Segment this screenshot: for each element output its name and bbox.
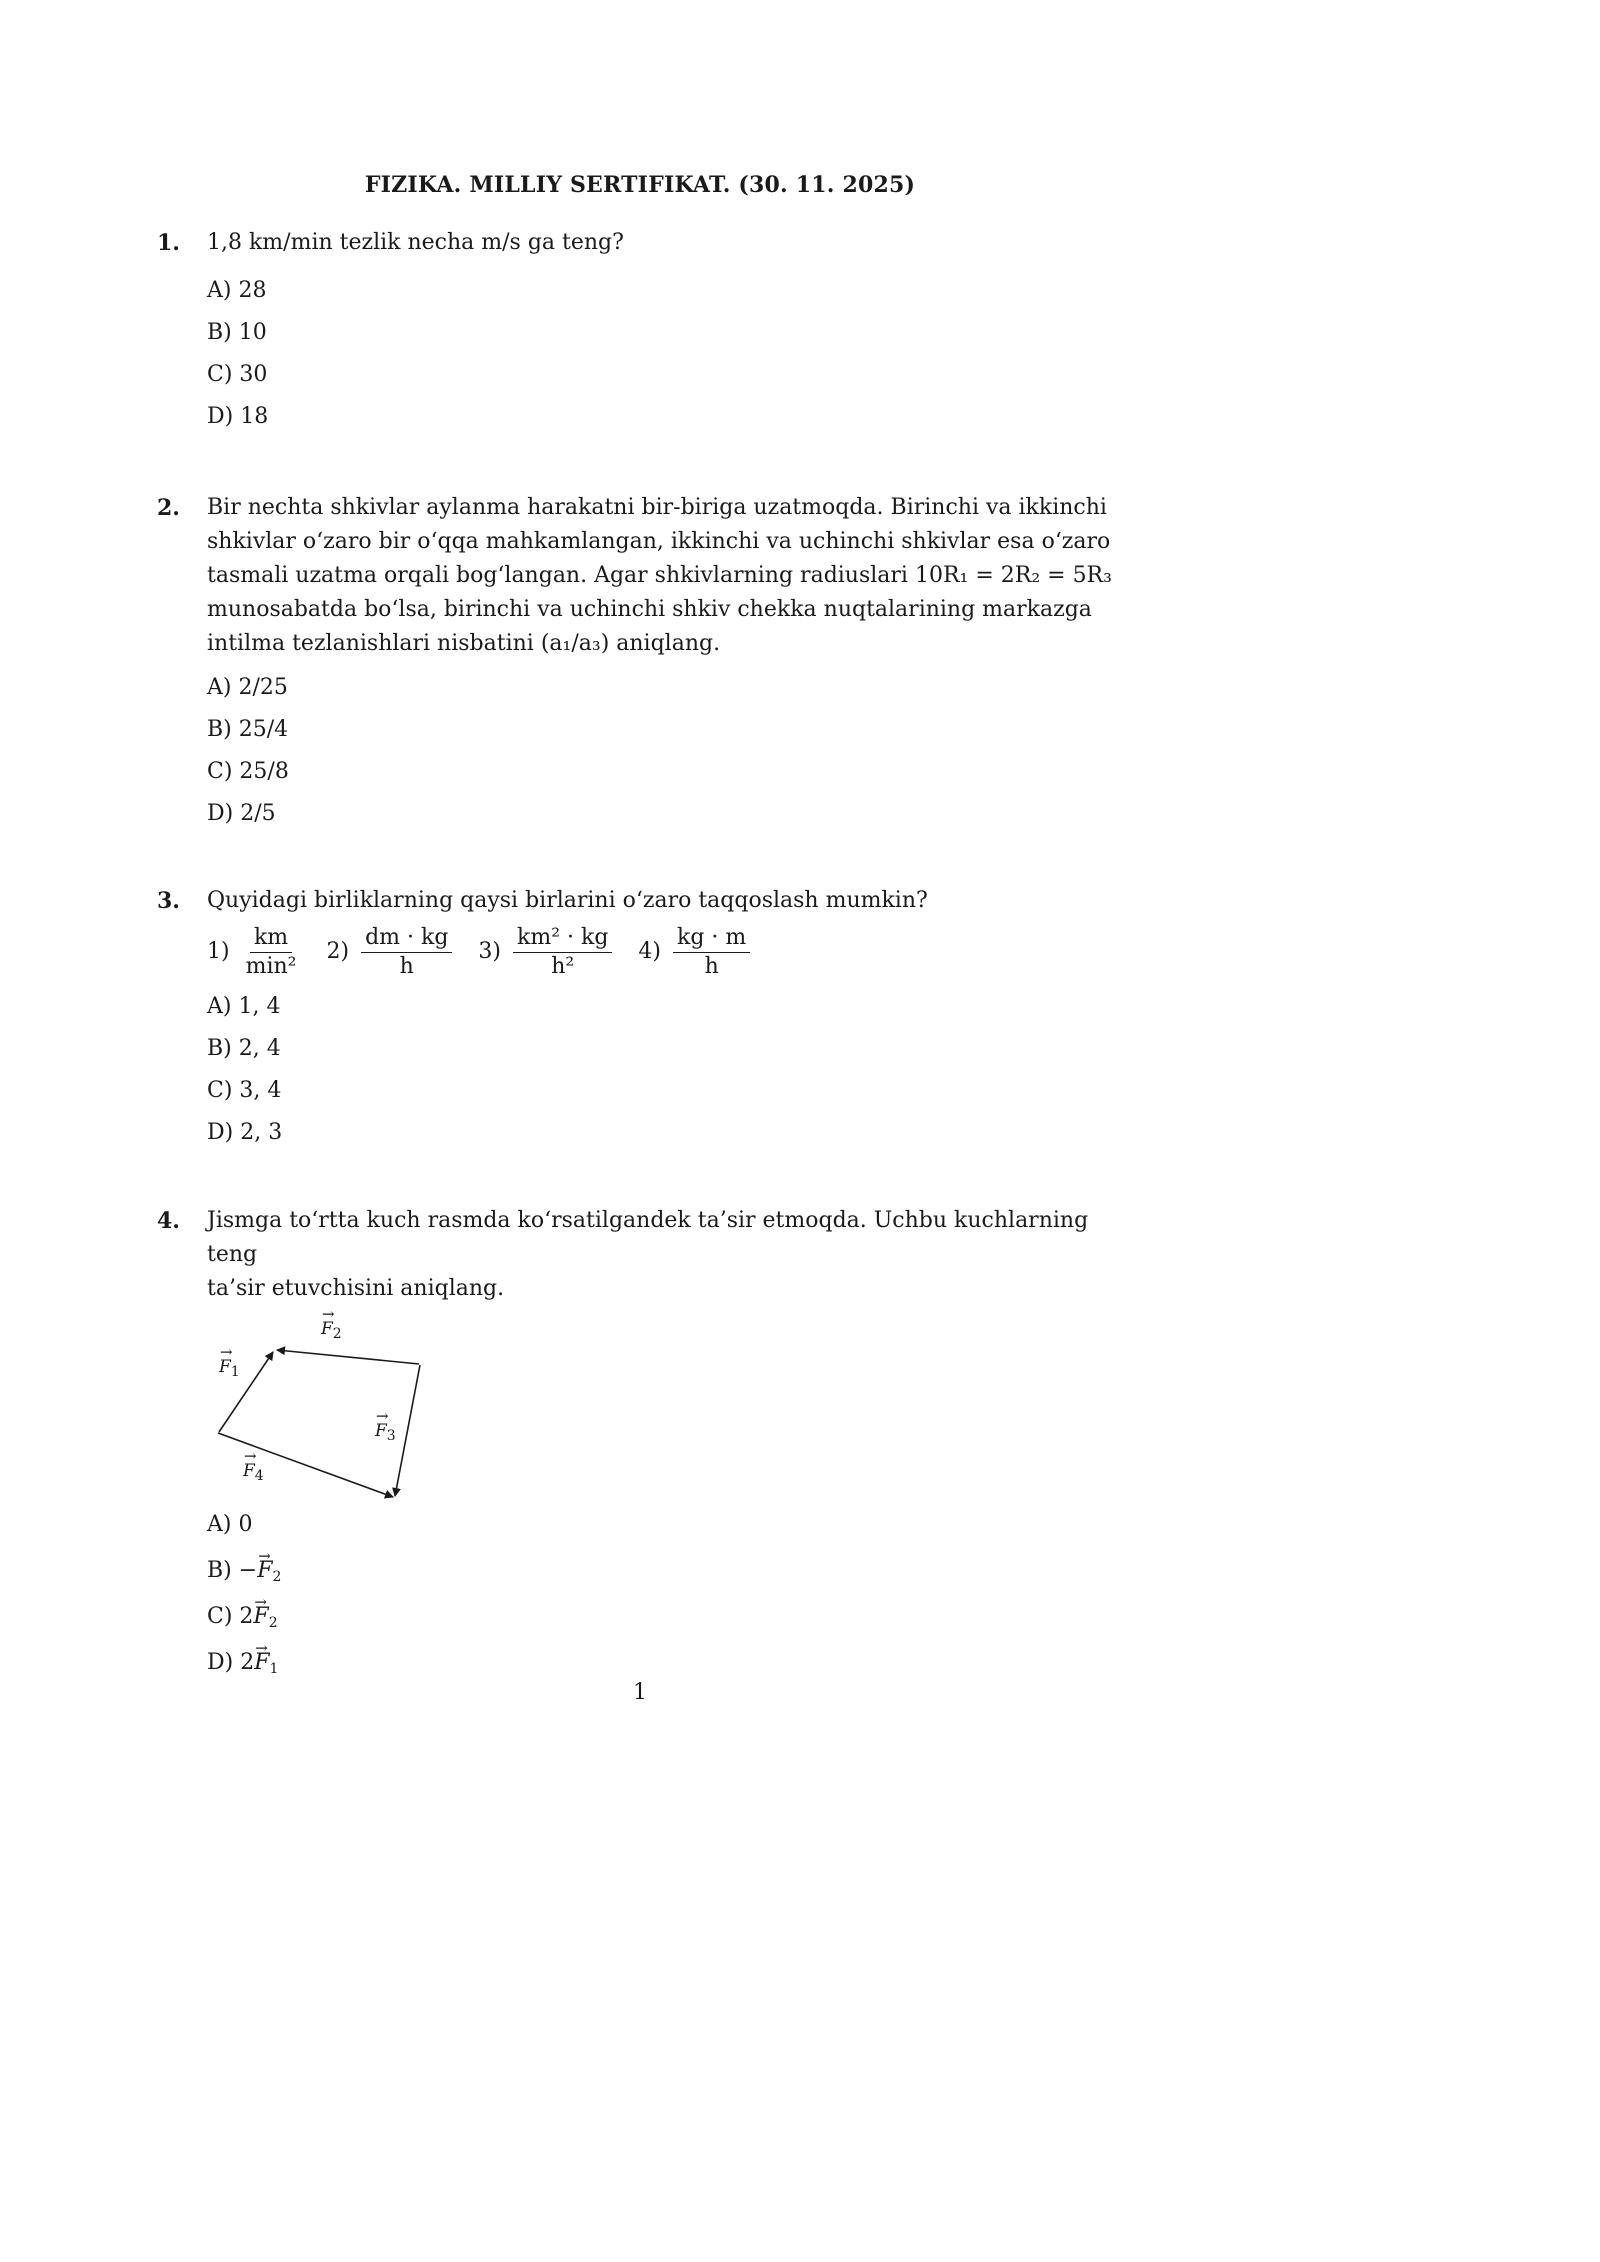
question-line: tasmali uzatma orqali bog‘langan. Agar shkivlarning radiuslari 10R₁ = 2R₂ = 5R₃ (207, 563, 1112, 588)
option-b[interactable]: B) 2, 4 (207, 1036, 281, 1061)
vector-subscript: 1 (269, 1661, 279, 1677)
option-letter: A) (207, 1512, 232, 1537)
question-text (207, 491, 1117, 661)
option-prefix: − (238, 1558, 258, 1583)
question-number: 3. (157, 888, 180, 914)
vector-subscript: 2 (272, 1569, 282, 1585)
option-b[interactable]: B) 10 (207, 320, 267, 345)
unit-item (326, 924, 452, 981)
unit-fraction (513, 924, 612, 981)
force-vector-f3 (395, 1365, 420, 1496)
question-1 (157, 226, 1117, 438)
question-4 (157, 1204, 1117, 1686)
force-label-f3 (375, 1414, 396, 1453)
option-prefix: 2 (240, 1650, 255, 1675)
fraction-denominator: min² (245, 953, 297, 979)
question-line: Jismga to‘rtta kuch rasmda ko‘rsatilgandek ta’sir etmoqda. Uchbu kuchlarning teng (207, 1208, 1089, 1267)
force-label-f4 (243, 1454, 264, 1493)
unit-item (638, 924, 750, 981)
question-number: 4. (157, 1208, 180, 1234)
vector-symbol: → F (254, 1640, 269, 1686)
question-line: ta’sir etuvchisini aniqlang. (207, 1276, 505, 1301)
options (207, 667, 1117, 835)
force-label-f1 (219, 1350, 240, 1389)
vector-subscript: 3 (386, 1428, 396, 1444)
unit-item (207, 924, 300, 981)
unit-fraction (242, 924, 301, 981)
unit-number: 1) (207, 939, 230, 964)
unit-list (207, 920, 1117, 984)
option-d[interactable]: D) 2/5 (207, 801, 276, 826)
force-label-f2 (321, 1312, 342, 1351)
fraction-denominator: h² (551, 953, 575, 979)
question-3 (157, 884, 1117, 1154)
option-prefix: 2 (239, 1604, 254, 1629)
question-text (207, 1204, 1117, 1306)
vector-symbol: → F (257, 1548, 272, 1594)
vector-subscript: 4 (254, 1468, 264, 1484)
unit-fraction (361, 924, 452, 981)
option-letter: D) (207, 1650, 234, 1675)
options (207, 1502, 1117, 1686)
fraction-numerator: dm · kg (361, 924, 452, 953)
option-a[interactable] (207, 1502, 1117, 1548)
question-line: munosabatda bo‘lsa, birinchi va uchinchi shkiv chekka nuqtalarining markazga (207, 597, 1092, 622)
unit-fraction (673, 924, 750, 981)
fraction-denominator: h (704, 953, 719, 979)
options (207, 270, 1117, 438)
question-number: 2. (157, 495, 180, 521)
option-d[interactable]: D) 18 (207, 404, 269, 429)
unit-item (478, 924, 612, 981)
option-value: 0 (238, 1512, 253, 1537)
vector-subscript: 2 (268, 1615, 278, 1631)
fraction-numerator: km (250, 924, 292, 953)
options (207, 986, 1117, 1154)
option-letter: B) (207, 1558, 232, 1583)
option-c[interactable] (207, 1594, 1117, 1640)
vector-subscript: 1 (230, 1364, 240, 1380)
question-line: Bir nechta shkivlar aylanma harakatni bir-biriga uzatmoqda. Birinchi va ikkinchi (207, 495, 1107, 520)
option-c[interactable]: C) 30 (207, 362, 268, 387)
force-vector-f2 (277, 1350, 419, 1364)
option-c[interactable]: C) 3, 4 (207, 1078, 282, 1103)
fraction-numerator: kg · m (673, 924, 750, 953)
question-text: Quyidagi birliklarning qaysi birlarini o‘zaro taqqoslash mumkin? (207, 888, 928, 913)
option-c[interactable]: C) 25/8 (207, 759, 289, 784)
option-letter: C) (207, 1604, 233, 1629)
vector-symbol: → F (243, 1454, 255, 1488)
vector-symbol: → F (321, 1312, 333, 1346)
unit-number: 2) (326, 939, 350, 964)
question-text: 1,8 km/min tezlik necha m/s ga teng? (207, 230, 624, 255)
option-b[interactable] (207, 1548, 1117, 1594)
option-a[interactable]: A) 2/25 (207, 675, 288, 700)
question-2 (157, 491, 1117, 835)
option-d[interactable]: D) 2, 3 (207, 1120, 283, 1145)
page-number: 1 (633, 1680, 647, 1705)
question-line: intilma tezlanishlari nisbatini (a₁/a₃) aniqlang. (207, 631, 721, 656)
option-a[interactable]: A) 28 (207, 278, 267, 303)
option-b[interactable]: B) 25/4 (207, 717, 289, 742)
option-a[interactable]: A) 1, 4 (207, 994, 281, 1019)
vector-symbol: → F (253, 1594, 268, 1640)
vector-subscript: 2 (332, 1326, 342, 1342)
fraction-denominator: h (399, 953, 414, 979)
vector-symbol: → F (375, 1414, 387, 1448)
question-number: 1. (157, 230, 180, 256)
fraction-numerator: km² · kg (513, 924, 612, 953)
unit-number: 3) (478, 939, 502, 964)
unit-number: 4) (638, 939, 662, 964)
force-diagram (207, 1306, 1117, 1502)
question-line: shkivlar o‘zaro bir o‘qqa mahkamlangan, ikkinchi va uchinchi shkivlar esa o‘zaro (207, 529, 1111, 554)
vector-symbol: → F (219, 1350, 231, 1384)
force-polygon-svg (207, 1306, 427, 1502)
page-title: FIZIKA. MILLIY SERTIFIKAT. (30. 11. 2025) (364, 172, 916, 198)
